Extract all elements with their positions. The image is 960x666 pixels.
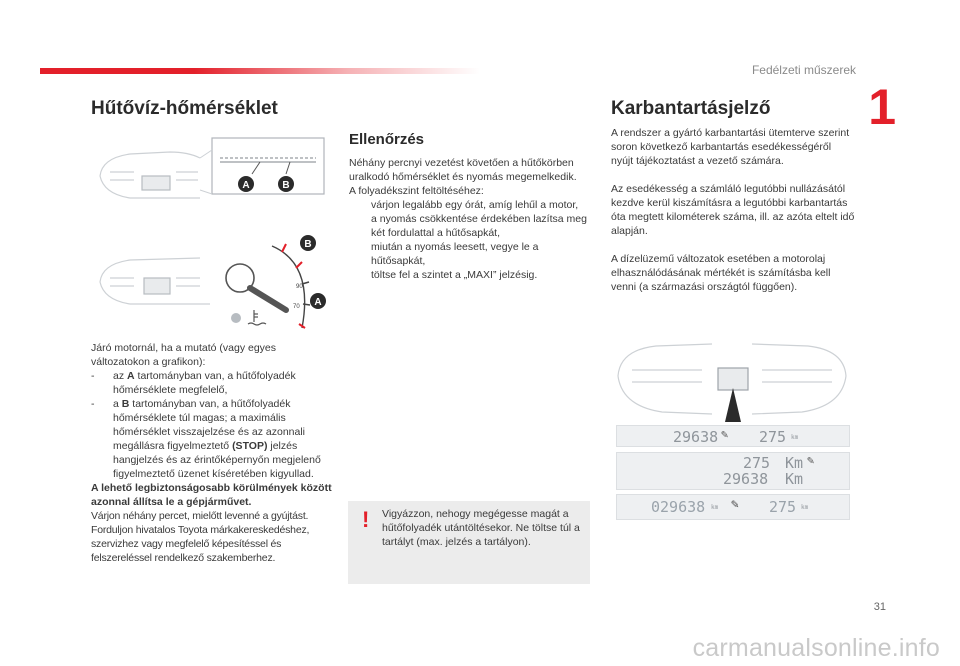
burn-warning-text: Vigyázzon, nehogy megégesse magát a hűtőfolyadék utántöltésekor. Ne töltse túl a tartályt (max. jelzés a tartályon). — [382, 508, 580, 548]
right-paragraph-3: A dízelüzemű változatok esetében a motorolaj elhasználódásának mértékét is számításba kell venni (a származási országtól függően). — [611, 253, 831, 293]
display-2-distance: 275 — [743, 454, 771, 472]
display-1-distance: 275 — [759, 428, 787, 446]
label-a-text: A — [242, 180, 250, 191]
coolant-gauge-figure — [90, 128, 340, 338]
service-indicator-title: Karbantartásjelző — [611, 98, 771, 119]
service-display-1 — [616, 425, 850, 447]
left-bullet-a: - az A tartományban van, a hűtőfolyadék hőmérséklete megfelelő, — [91, 370, 296, 396]
service-cluster-figure — [612, 336, 852, 422]
instrument-cluster-lower — [100, 258, 210, 304]
display-2-wrench-icon: ✎ — [807, 453, 815, 467]
display-3-unit-2: km — [801, 504, 809, 511]
label-b-text: B — [282, 180, 290, 191]
gauge-label-a-badge — [310, 293, 326, 309]
right-paragraph-1: A rendszer a gyártó karbantartási ütemterve szerint soron következő karbantartás esedékességéről nyújt tájékoztatást a vezető számára. — [611, 127, 850, 167]
chapter-number: 1 — [868, 79, 896, 135]
burn-warning-box — [348, 501, 590, 584]
middle-bullet-3: miután a nyomás leesett, vegye le a hűtősapkát, — [371, 241, 539, 267]
middle-intro: Néhány percnyi vezetést követően a hűtőkörben uralkodó hőmérséklet és nyomás megemelkedik. — [349, 157, 577, 183]
coolant-temperature-icon — [248, 310, 266, 325]
display-2-unit-1: Km — [785, 454, 804, 472]
section-header-title: Fedélzeti műszerek — [751, 63, 856, 77]
display-1-unit: km — [791, 434, 799, 441]
display-3-wrench-icon: ✎ — [731, 497, 739, 512]
display-2-odometer: 29638 — [723, 470, 769, 488]
gauge-tick-70: 70 — [293, 304, 300, 310]
service-display-3 — [616, 494, 850, 520]
warning-icon: ! — [362, 507, 370, 532]
display-1-odometer: 29638 — [673, 428, 719, 446]
header-accent-bar — [40, 68, 480, 74]
label-a-badge — [238, 176, 254, 192]
magnifier-icon — [226, 264, 286, 310]
display-3-distance: 275 — [769, 498, 797, 516]
site-watermark: carmanualsonline.info — [692, 634, 940, 662]
label-b-badge — [278, 176, 294, 192]
middle-body-text — [349, 156, 587, 282]
pointer-arrow-icon — [725, 388, 741, 422]
display-3-odometer: 029638 — [651, 498, 706, 516]
middle-bullet-2: a nyomás csökkentése érdekében lazítsa meg két fordulattal a hűtősapkát, — [371, 213, 587, 239]
indicator-dot-icon — [231, 313, 241, 323]
left-warning-bold: A lehető legbiztonságosabb körülmények között azonnal állítsa le a gépjárművet. — [91, 482, 332, 508]
display-3-unit-1: km — [711, 504, 719, 511]
middle-bullet-1: várjon legalább egy órát, amíg lehűl a motor, — [371, 199, 579, 211]
middle-subintro: A folyadékszint feltöltéséhez: — [349, 185, 484, 197]
left-bullet-b: - a B tartományban van, a hűtőfolyadék hőmérséklete túl magas; a maximális hőmérséklet visszajelzése és az azonnali megállásra figyelmeztető (STOP) jelzés hangjelzés és az érintőképernyőn megjelenő figyelmeztető üzenet kíséretében kigyullad. — [91, 398, 321, 480]
page-number: 31 — [873, 601, 886, 613]
right-paragraph-2: Az esedékesség a számláló legutóbbi nullázásától kezdve kerül kiszámításra a legutóbbi karbantartás óta megtett kilométerek száma, ill. az azóta eltelt idő alapján. — [611, 183, 855, 237]
left-body-text — [91, 341, 333, 565]
coolant-temperature-title: Hűtővíz-hőmérséklet — [91, 98, 278, 119]
middle-bullet-4: töltse fel a szintet a „MAXI” jelzésig. — [371, 269, 538, 281]
gauge-label-b-badge — [300, 235, 316, 251]
check-title: Ellenőrzés — [349, 131, 425, 148]
left-intro: Járó motornál, ha a mutató (vagy egyes változatokon a grafikon): — [91, 342, 277, 368]
gauge-label-a-text: A — [314, 297, 322, 308]
gauge-zoom-box — [212, 138, 324, 194]
left-note: Várjon néhány percet, mielőtt levenné a gyújtást. Forduljon hivatalos Toyota márkakereskedéshez, szervizhez vagy megfelelő képesítéssel és felszereléssel rendelkező szakemberhez. — [91, 510, 310, 564]
service-display-2 — [616, 452, 850, 490]
gauge-tick-90: 90 — [296, 284, 303, 290]
right-body-text — [611, 126, 855, 294]
service-display-box — [718, 368, 748, 390]
gauge-label-b-text: B — [304, 239, 312, 250]
display-2-unit-2: Km — [785, 470, 804, 488]
display-1-wrench-icon: ✎ — [721, 427, 729, 441]
instrument-cluster-upper — [100, 152, 200, 198]
